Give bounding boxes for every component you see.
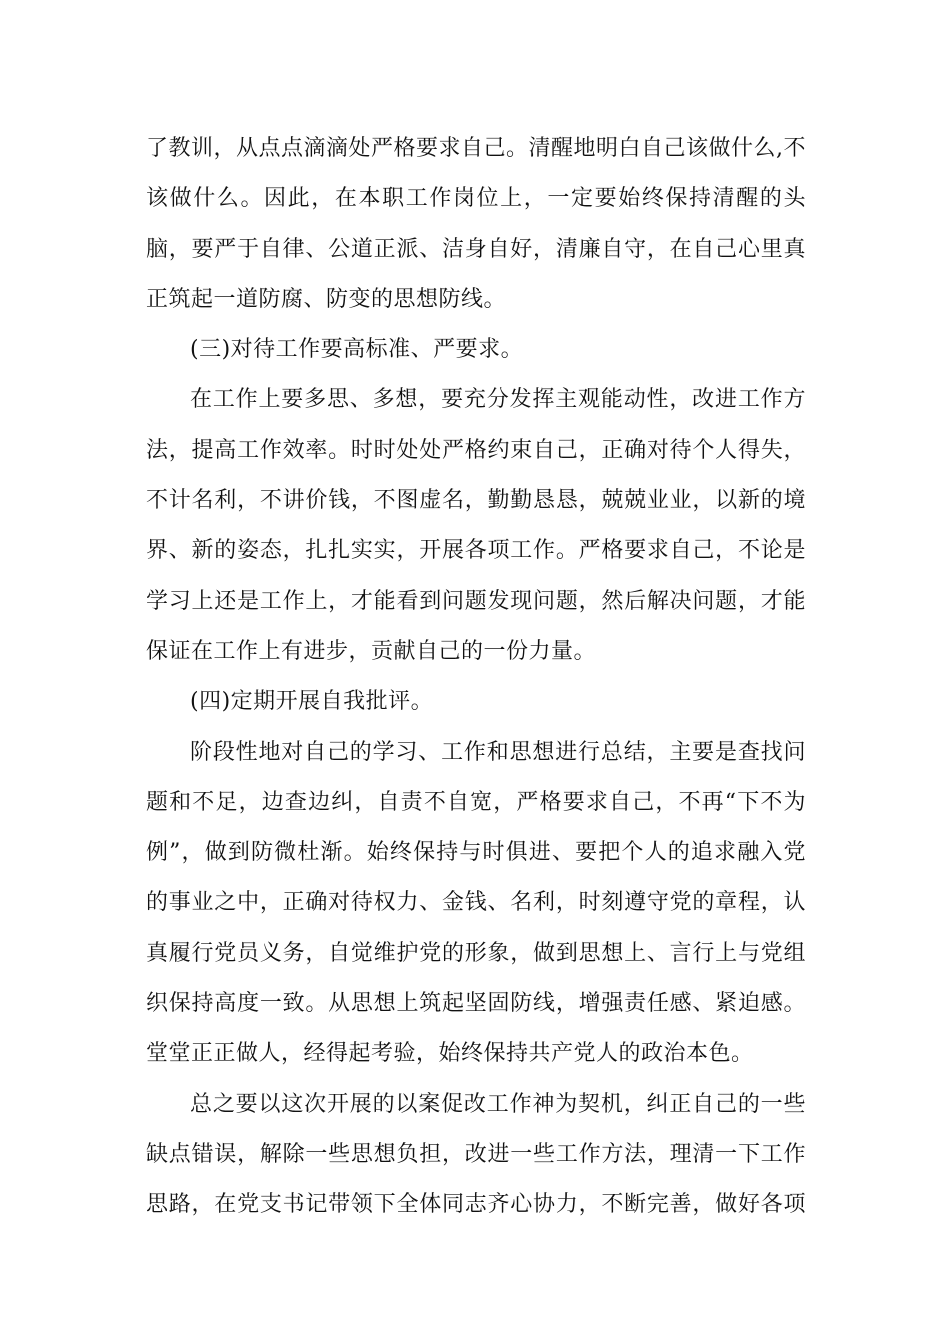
section-heading: (三)对待工作要高标准、严要求。: [190, 337, 524, 363]
text-line: 缺点错误，解除一些思想负担，改进一些工作方法，理清一下工作: [146, 1141, 806, 1167]
text-line: 学习上还是工作上，才能看到问题发现问题，然后解决问题，才能: [146, 588, 806, 614]
text-line: 题和不足，边查边纠，自责不自宽，严格要求自己，不再“下不为: [146, 789, 806, 815]
text-line: 了教训，从点点滴滴处严格要求自己。清醒地明白自己该做什么,不: [146, 136, 806, 161]
document-body: [146, 124, 806, 1231]
text-line: 的事业之中，正确对待权力、金钱、名利，时刻遵守党的章程，认: [146, 890, 806, 916]
text-line: 织保持高度一致。从思想上筑起坚固防线，增强责任感、紧迫感。: [146, 991, 806, 1017]
text-line: 界、新的姿态，扎扎实实，开展各项工作。严格要求自己，不论是: [146, 538, 806, 564]
text-line: 不计名利，不讲价钱，不图虚名，勤勤恳恳，兢兢业业，以新的境: [146, 488, 806, 514]
text-line: 堂堂正正做人，经得起考验，始终保持共产党人的政治本色。: [146, 1041, 754, 1067]
text-line: 真履行党员义务，自觉维护党的形象，做到思想上、言行上与党组: [146, 940, 806, 966]
text-line: 保证在工作上有进步，贡献自己的一份力量。: [146, 638, 597, 664]
section-heading: (四)定期开展自我批评。: [190, 689, 434, 715]
text-line: 脑，要严于自律、公道正派、洁身自好，清廉自守，在自己心里真: [146, 236, 806, 262]
text-line: 在工作上要多思、多想，要充分发挥主观能动性，改进工作方: [190, 387, 806, 413]
text-line: 阶段性地对自己的学习、工作和思想进行总结，主要是查找问: [190, 739, 806, 765]
text-line: 该做什么。因此，在本职工作岗位上，一定要始终保持清醒的头: [146, 186, 806, 212]
text-line: 法，提高工作效率。时时处处严格约束自己，正确对待个人得失，: [146, 437, 806, 463]
text-line: 总之要以这次开展的以案促改工作神为契机，纠正自己的一些: [190, 1091, 806, 1117]
text-line: 例”，做到防微杜渐。始终保持与时俱进、要把个人的追求融入党: [146, 840, 806, 866]
text-line: 思路，在党支书记带领下全体同志齐心协力，不断完善，做好各项: [146, 1192, 806, 1218]
text-line: 正筑起一道防腐、防变的思想防线。: [146, 286, 507, 312]
